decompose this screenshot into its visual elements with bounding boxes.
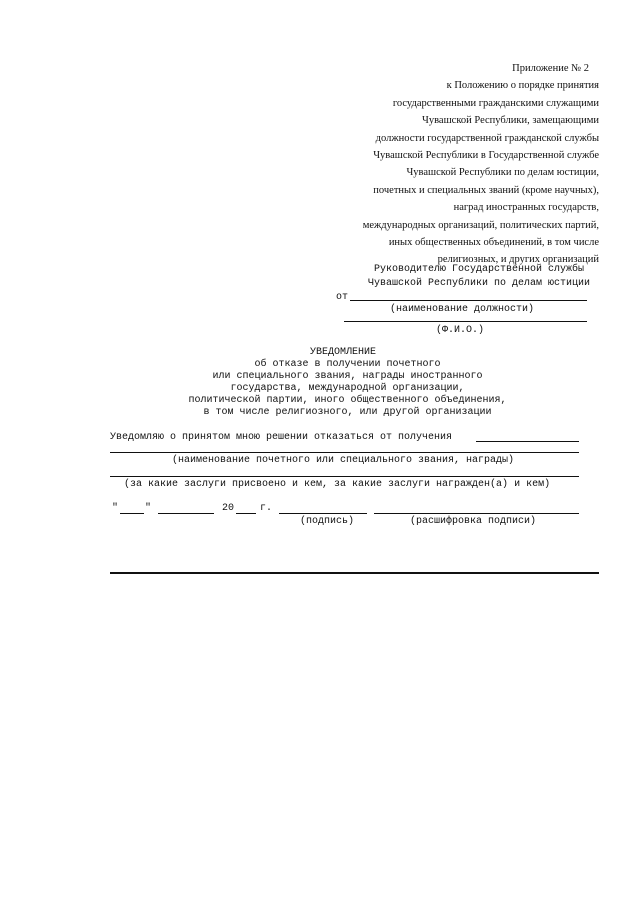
month-line: [158, 513, 214, 514]
bottom-rule: [110, 572, 599, 574]
appendix-line: религиозных, и других организаций: [437, 254, 599, 266]
from-prefix: от: [336, 292, 349, 303]
merit-caption: (за какие заслуги присвоено и кем, за какие заслуги награжден(а) и кем): [124, 479, 551, 490]
merit-line: [110, 476, 579, 477]
award-caption: (наименование почетного или специального звания, награды): [172, 455, 515, 466]
appendix-header: [363, 60, 599, 269]
notice-title: УВЕДОМЛЕНИЕ: [310, 347, 377, 358]
day-line: [120, 513, 144, 514]
appendix-line: к Положению о порядке принятия: [446, 80, 599, 92]
signature-caption: (подпись): [300, 516, 355, 527]
notice-subtitle: в том числе религиозного, или другой организации: [203, 407, 492, 418]
appendix-line: международных организаций, политических партий,: [362, 219, 599, 231]
appendix-line: иных общественных объединений, в том числе: [388, 237, 599, 249]
notice-subtitle: или специального звания, награды иностранного: [212, 371, 483, 382]
date-quote-close: ": [145, 503, 152, 514]
date-quote-open: ": [112, 503, 119, 514]
signature-decode-line: [374, 513, 579, 514]
notice-subtitle: государства, международной организации,: [230, 383, 465, 394]
award-line: [110, 452, 579, 453]
notice-subtitle: политической партии, иного общественного объединения,: [188, 395, 507, 406]
fio-caption: (Ф.И.О.): [436, 325, 485, 336]
notice-subtitle: об отказе в получении почетного: [254, 359, 441, 370]
appendix-line: наград иностранных государств,: [453, 202, 599, 214]
position-caption: (наименование должности): [390, 304, 535, 315]
year-suffix: г.: [260, 503, 273, 514]
fio-line: [344, 321, 587, 322]
signature-decode-caption: (расшифровка подписи): [410, 516, 537, 527]
appendix-line: Чувашской Республики в Государственной службе: [373, 150, 599, 162]
appendix-title: Приложение № 2: [512, 63, 589, 74]
appendix-line: Чувашской Республики, замещающими: [422, 115, 599, 127]
addressee-line: Руководителю Государственной службы: [374, 264, 585, 275]
year-prefix: 20: [222, 503, 235, 514]
appendix-line: Чувашской Республики по делам юстиции,: [406, 167, 599, 179]
appendix-line: государственными гражданскими служащими: [392, 97, 599, 109]
appendix-line: почетных и специальных званий (кроме научных),: [373, 184, 599, 196]
signature-line: [279, 513, 367, 514]
statement-text: Уведомляю о принятом мною решении отказаться от получения: [110, 432, 453, 443]
position-line: [350, 300, 587, 301]
addressee-line: Чувашской Республики по делам юстиции: [368, 278, 591, 289]
award-line: [476, 441, 579, 442]
year-line: [236, 513, 256, 514]
appendix-line: должности государственной гражданской службы: [375, 132, 599, 144]
